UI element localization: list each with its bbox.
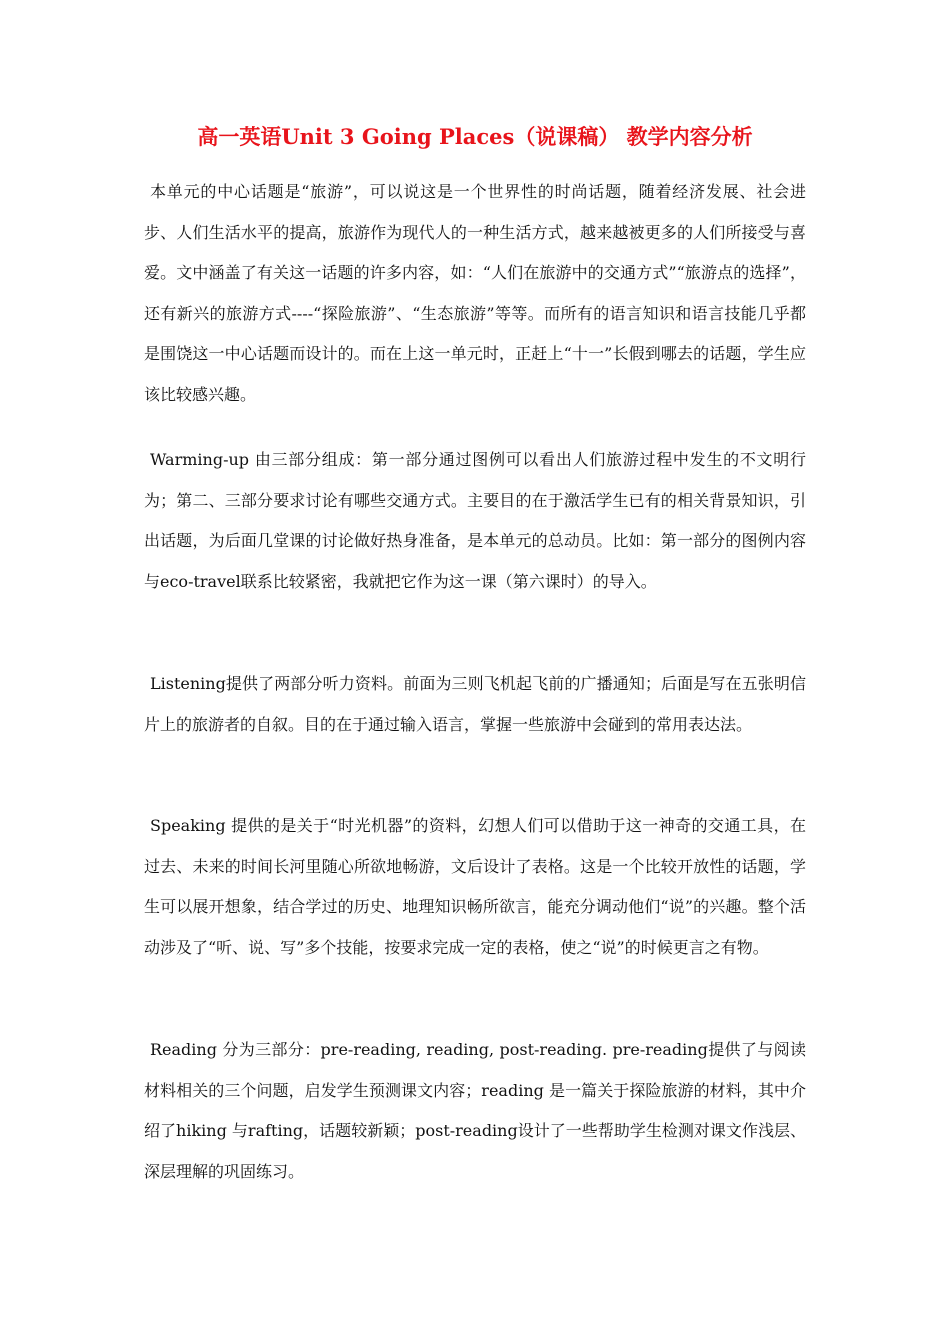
paragraph-topic-intro: 本单元的中心话题是“旅游”，可以说这是一个世界性的时尚话题，随着经济发展、社会进步、人们生活水平的提高，旅游作为现代人的一种生活方式，越来越被更多的人们所接受与喜爱。文中涵盖了有关这一话题的许多内容，如：“人们在旅游中的交通方式”“旅游点的选择”，还有新兴的旅游方式----“探险旅游”、“生态旅游”等等。而所有的语言知识和语言技能几乎都是围饶这一中心话题而设计的。而在上这一单元时，正赶上“十一”长假到哪去的话题，学生应该比较感兴趣。	[144, 182, 806, 404]
paragraph-container	[144, 664, 806, 745]
paragraph-warming-up: Warming-up 由三部分组成：第一部分通过图例可以看出人们旅游过程中发生的不文明行为；第二、三部分要求讨论有哪些交通方式。主要目的在于激活学生已有的相关背景知识，引出话题，为后面几堂课的讨论做好热身准备，是本单元的总动员。比如：第一部分的图例内容与eco-travel联系比较紧密，我就把它作为这一课（第六课时）的导入。	[144, 450, 806, 591]
paragraph-container	[144, 806, 806, 968]
document-title: 高一英语Unit 3 Going Places（说课稿） 教学内容分析	[197, 124, 753, 149]
paragraph-speaking: Speaking 提供的是关于“时光机器”的资料，幻想人们可以借助于这一神奇的交通工具，在过去、未来的时间长河里随心所欲地畅游，文后设计了表格。这是一个比较开放性的话题，学生可以展开想象，结合学过的历史、地理知识畅所欲言，能充分调动他们“说”的兴趣。整个活动涉及了“听、说、写”多个技能，按要求完成一定的表格，使之“说”的时候更言之有物。	[144, 816, 806, 957]
paragraph-container	[144, 440, 806, 602]
paragraph-container	[144, 172, 806, 415]
paragraph-container	[144, 1030, 806, 1192]
paragraph-listening: Listening提供了两部分听力资料。前面为三则飞机起飞前的广播通知；后面是写在五张明信片上的旅游者的自叙。目的在于通过输入语言，掌握一些旅游中会碰到的常用表达法。	[144, 674, 806, 734]
paragraph-reading: Reading 分为三部分：pre-reading, reading, post-reading. pre-reading提供了与阅读材料相关的三个问题，启发学生预测课文内容；reading 是一篇关于探险旅游的材料，其中介绍了hiking 与rafting，话题较新颖；post-reading设计了一些帮助学生检测对课文作浅层、深层理解的巩固练习。	[144, 1040, 806, 1181]
